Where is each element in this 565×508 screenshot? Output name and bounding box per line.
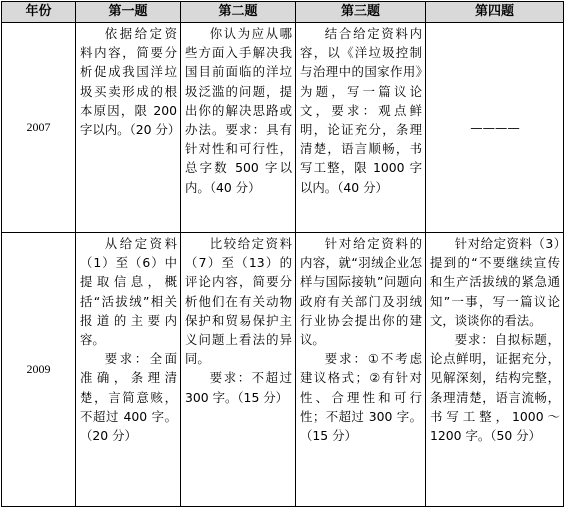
- cell-2007-q2: 你认为应从哪些方面入手解决我国目前面临的洋垃圾泛滥的问题，提出你的解决思路或办法。要求：具有针对性和可行性，总字数 500 字以内。（40 分）: [181, 23, 296, 233]
- exam-table: [1, 1, 564, 507]
- cell-2007-q4: [426, 23, 564, 233]
- header-q4: 第四题: [426, 2, 564, 23]
- header-q3: 第三题: [296, 2, 426, 23]
- cell-2009-q3: [296, 233, 426, 507]
- cell-2007-q1: 依据给定资料内容，简要分析促成我国洋垃圾买卖形成的根本原因，限 200 字以内。（20 分）: [76, 23, 181, 233]
- cell-2009-q4: [426, 233, 564, 507]
- requirement-text: 要求：①不考虑建议格式；②有针对性、合理性和可行性；不超过 300 字。（15 分）: [300, 351, 422, 444]
- header-q2: 第二题: [181, 2, 296, 23]
- header-q1: 第一题: [76, 2, 181, 23]
- requirement-text: 要求：不超过 300 字。（15 分）: [185, 370, 296, 405]
- table-row-2007: [2, 23, 564, 233]
- question-text: 从给定资料（1）至（6）中提取信息，概括“活拔绒”相关报道的主要内容。: [80, 236, 177, 348]
- header-row: [2, 2, 564, 23]
- empty-dash: ————: [470, 120, 520, 136]
- question-text: 针对给定资料的内容，就“羽绒企业怎样与国际接轨”问题向政府有关部门及羽绒行业协会提出你的建议。: [300, 236, 422, 348]
- cell-2009-q2: [181, 233, 296, 507]
- requirement-text: 要求：自拟标题，论点鲜明，证据充分，见解深刻，结构完整，条理清楚，语言流畅，书写工整，1000～1200 字。（50 分）: [430, 332, 560, 444]
- requirement-text: 要求：全面准确，条理清楚，言简意赅，不超过 400 字。（20 分）: [80, 351, 177, 444]
- cell-2007-q3: 结合给定资料内容，以《洋垃圾控制与治理中的国家作用》为题，写一篇议论文，要求：观点鲜明，论证充分，条理清楚，语言顺畅，书写工整，限 1000 字以内。（40 分）: [296, 23, 426, 233]
- table-row-2009: [2, 233, 564, 507]
- cell-2009-q1: [76, 233, 181, 507]
- year-cell: 2009: [2, 233, 76, 507]
- year-cell: 2007: [2, 23, 76, 233]
- question-text: 针对给定资料（3）提到的“不要继续宣传和生产活拔绒的紧急通知”一事，写一篇议论文，谈谈你的看法。: [430, 236, 560, 328]
- question-text: 比较给定资料（7）至（13）的评论内容，简要分析他们在有关动物保护和贸易保护主义问题上看法的异同。: [185, 236, 292, 367]
- header-year: 年份: [2, 2, 76, 23]
